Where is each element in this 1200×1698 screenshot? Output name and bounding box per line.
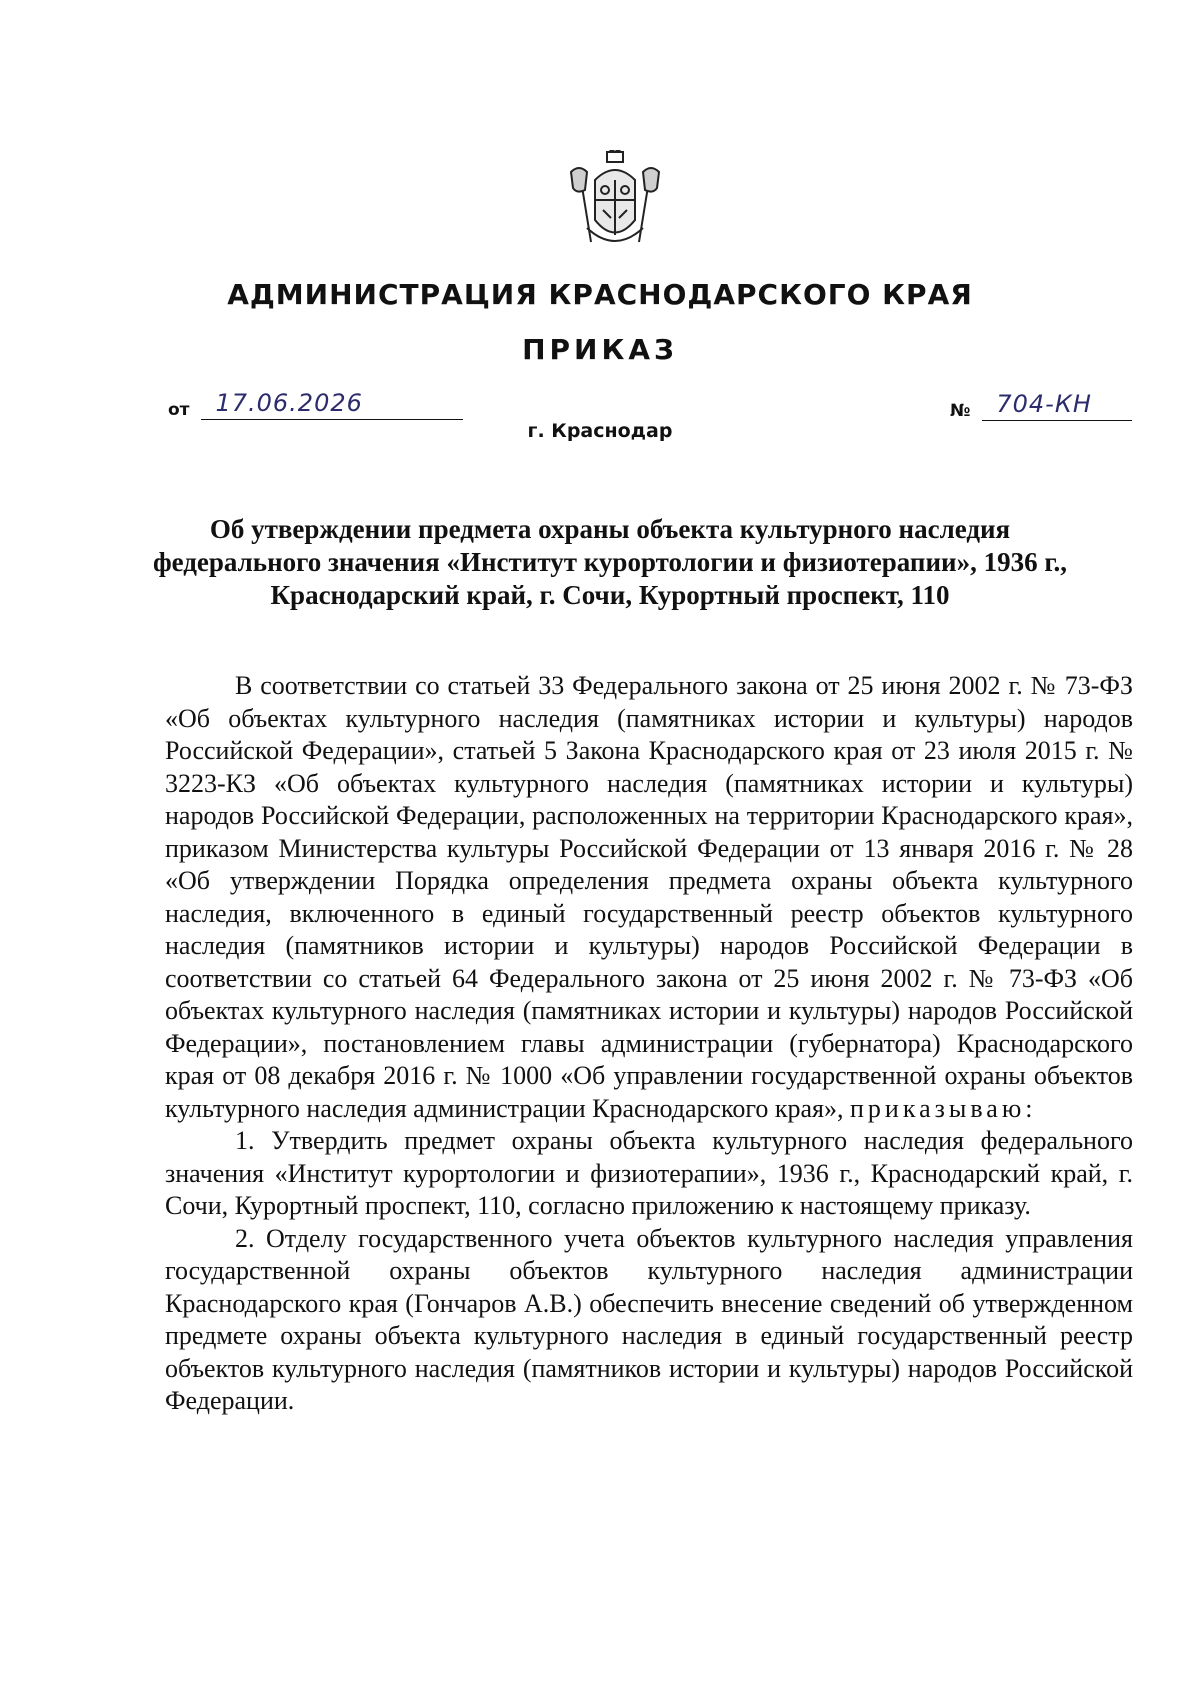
item-2-paragraph: 2. Отделу государственного учета объектов культурного наследия управления государственной охраны объектов культурного наследия администрации Краснодарского края (Гончаров А.В.) обеспечить внесение сведений об утвержденном предмете охраны объекта культурного наследия в единый государственный реестр объектов культурного наследия (памятников истории и культуры) народов Российской Федерации. xyxy=(165,1223,1133,1415)
item-1-paragraph: 1. Утвердить предмет охраны объекта культурного наследия федерального значения «Институт курортологии и физиотерапии», 1936 г., Краснодарский край, г. Сочи, Курортный проспект, 110, согласно приложению к настоящему приказу. xyxy=(165,1126,1133,1220)
document-type: ПРИКАЗ xyxy=(522,333,678,366)
city: г. Краснодар xyxy=(527,420,673,442)
date-line xyxy=(201,389,463,420)
date-value: 17.06.2026 xyxy=(215,389,363,417)
coat-of-arms-icon xyxy=(565,150,665,255)
date-prefix: от xyxy=(168,400,190,420)
subject-line-1: Об утверждении предмета охраны объекта культурного наследия xyxy=(209,514,1011,544)
preamble-paragraph xyxy=(165,670,1133,1125)
subject-line-2: федерального значения «Институт курортологии и физиотерапии», 1936 г., xyxy=(152,547,1068,577)
document-body xyxy=(165,670,1133,1418)
order-word: приказываю: xyxy=(850,1093,1037,1123)
number-value: 704-КН xyxy=(996,390,1092,418)
preamble-text: В соответствии со статьей 33 Федерального закона от 25 июня 2002 г. № 73-ФЗ «Об объектах культурного наследия (памятниках истории и культуры) народов Российской Федерации», статьей 5 Закона Краснодарского края от 23 июля 2015 г. № 3223-КЗ «Об объектах культурного наследия (памятниках истории и культуры) народов Российской Федерации, расположенных на территории Краснодарского края», приказом Министерства культуры Российской Федерации от 13 января 2016 г. № 28 «Об утверждении Порядка определения предмета охраны объекта культурного наследия, включенного в единый государственный реестр объектов культурного наследия (памятников истории и культуры) народов Российской Федерации в соответствии со статьей 64 Федерального закона от 25 июня 2002 г. № 73-ФЗ «Об объектах культурного наследия (памятниках истории и культуры) народов Российской Федерации», постановлением главы администрации (губернатора) Краснодарского края от 08 декабря 2016 г. № 1000 «Об управлении государственной охраны объектов культурного наследия администрации Краснодарского края», xyxy=(165,671,1133,1123)
number-prefix: № xyxy=(950,401,971,421)
number-line xyxy=(982,390,1132,421)
document-subject xyxy=(130,513,1090,612)
date-block xyxy=(168,389,463,420)
subject-line-3: Краснодарский край, г. Сочи, Курортный проспект, 110 xyxy=(270,580,950,610)
number-block xyxy=(950,390,1132,421)
organization-title: АДМИНИСТРАЦИЯ КРАСНОДАРСКОГО КРАЯ xyxy=(227,278,973,311)
